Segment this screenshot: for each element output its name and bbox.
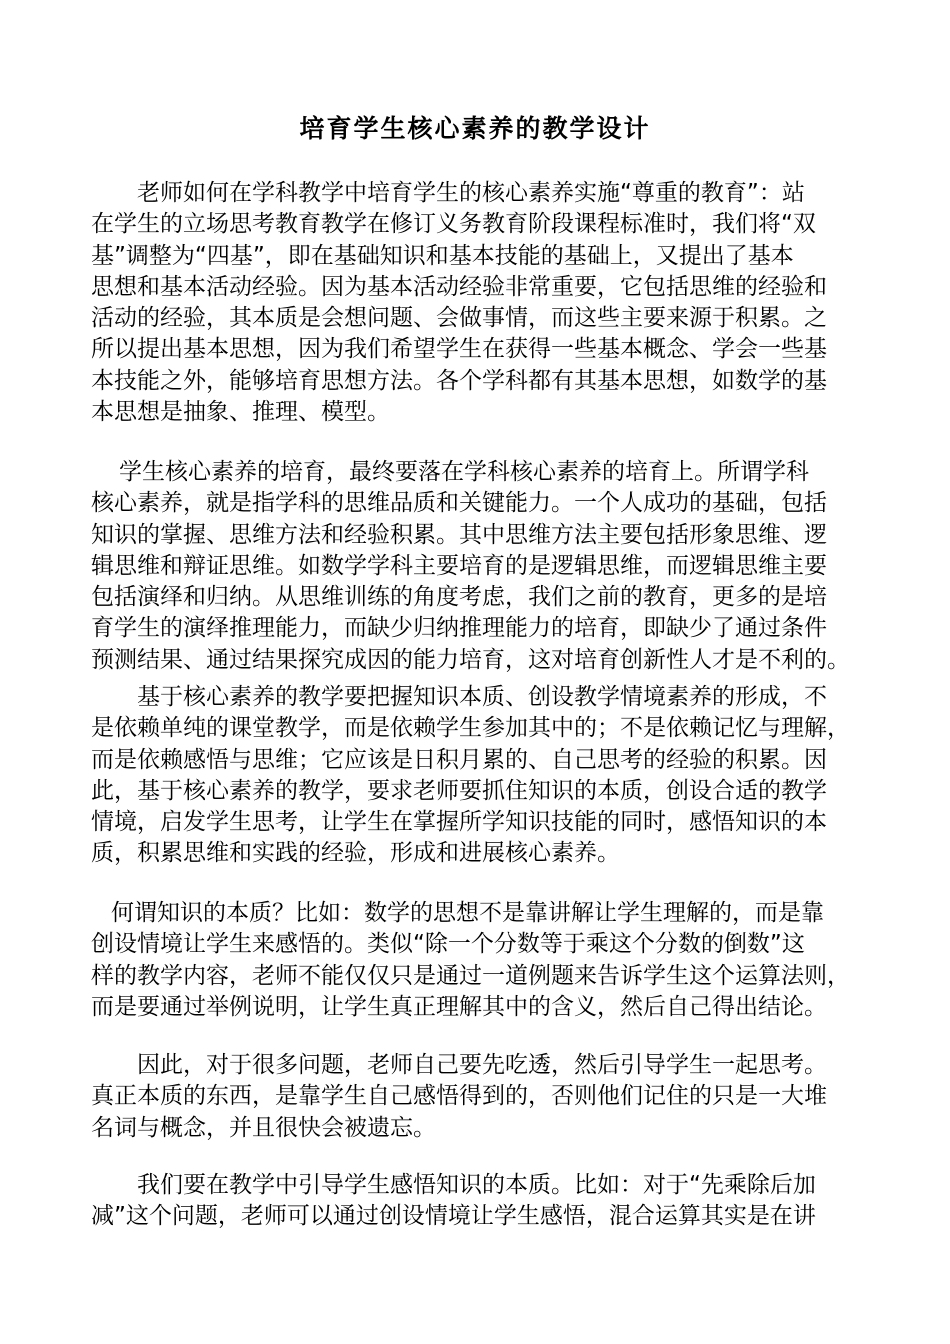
text-line: 本思想是抽象、推理、模型。	[91, 399, 390, 426]
text-line: 情境，启发学生思考，让学生在掌握所学知识技能的同时，感悟知识的本	[91, 809, 827, 836]
text-line: 是依赖单纯的课堂教学，而是依赖学生参加其中的；不是依赖记忆与理解，	[91, 715, 850, 742]
text-line: 样的教学内容，老师不能仅仅只是通过一道例题来告诉学生这个运算法则，	[91, 962, 850, 989]
text-line: 我们要在教学中引导学生感悟知识的本质。比如：对于“先乘除后加	[137, 1172, 816, 1198]
paragraph-2	[91, 457, 859, 676]
text-line: 减”这个问题，老师可以通过创设情境让学生感悟，混合运算其实是在讲	[91, 1203, 816, 1230]
paragraph-4	[91, 898, 859, 1023]
text-line: 所以提出基本思想，因为我们希望学生在获得一些基本概念、学会一些基	[91, 336, 827, 363]
text-line: 创设情境让学生来感悟的。类似“除一个分数等于乘这个分数的倒数”这	[91, 931, 805, 958]
text-line: 何谓知识的本质？比如：数学的思想不是靠讲解让学生理解的，而是靠	[111, 900, 824, 926]
paragraph-6	[91, 1170, 859, 1233]
text-line: 知识的掌握、思维方法和经验积累。其中思维方法主要包括形象思维、逻	[91, 521, 827, 548]
paragraph-5	[91, 1050, 859, 1144]
text-line: 本技能之外，能够培育思想方法。各个学科都有其基本思想，如数学的基	[91, 367, 827, 394]
text-line: 在学生的立场思考教育教学在修订义务教育阶段课程标准时，我们将“双	[91, 211, 816, 238]
text-line: 而是依赖感悟与思维；它应该是日积月累的、自己思考的经验的积累。因	[91, 746, 827, 773]
text-line: 基”调整为“四基”，即在基础知识和基本技能的基础上，又提出了基本	[91, 242, 794, 269]
text-line: 老师如何在学科教学中培育学生的核心素养实施“尊重的教育”：站	[137, 180, 805, 206]
text-line: 活动的经验，其本质是会想问题、会做事情，而这些主要来源于积累。之	[91, 305, 827, 332]
document-title: 培育学生核心素养的教学设计	[299, 114, 651, 143]
text-line: 因此，对于很多问题，老师自己要先吃透，然后引导学生一起思考。	[137, 1052, 827, 1078]
text-line: 此，基于核心素养的教学，要求老师要抓住知识的本质，创设合适的教学	[91, 777, 827, 804]
paragraph-1	[91, 178, 859, 428]
text-line: 育学生的演绎推理能力，而缺少归纳推理能力的培育，即缺少了通过条件	[91, 615, 827, 642]
text-line: 辑思维和辩证思维。如数学学科主要培育的是逻辑思维，而逻辑思维主要	[91, 552, 827, 579]
text-line: 基于核心素养的教学要把握知识本质、创设教学情境素养的形成，不	[137, 684, 827, 710]
text-line: 学生核心素养的培育，最终要落在学科核心素养的培育上。所谓学科	[119, 459, 809, 485]
text-line: 核心素养，就是指学科的思维品质和关键能力。一个人成功的基础，包括	[91, 490, 827, 517]
text-line: 而是要通过举例说明，让学生真正理解其中的含义，然后自己得出结论。	[91, 993, 827, 1020]
text-line: 预测结果、通过结果探究成因的能力培育，这对培育创新性人才是不利的。	[91, 646, 850, 673]
text-line: 质，积累思维和实践的经验，形成和进展核心素养。	[91, 840, 620, 867]
text-line: 名词与概念，并且很快会被遗忘。	[91, 1114, 436, 1141]
text-line: 真正本质的东西，是靠学生自己感悟得到的，否则他们记住的只是一大堆	[91, 1083, 827, 1110]
paragraph-3	[91, 682, 859, 870]
text-line: 包括演绎和归纳。从思维训练的角度考虑，我们之前的教育，更多的是培	[91, 584, 827, 611]
text-line: 思想和基本活动经验。因为基本活动经验非常重要，它包括思维的经验和	[91, 273, 827, 300]
